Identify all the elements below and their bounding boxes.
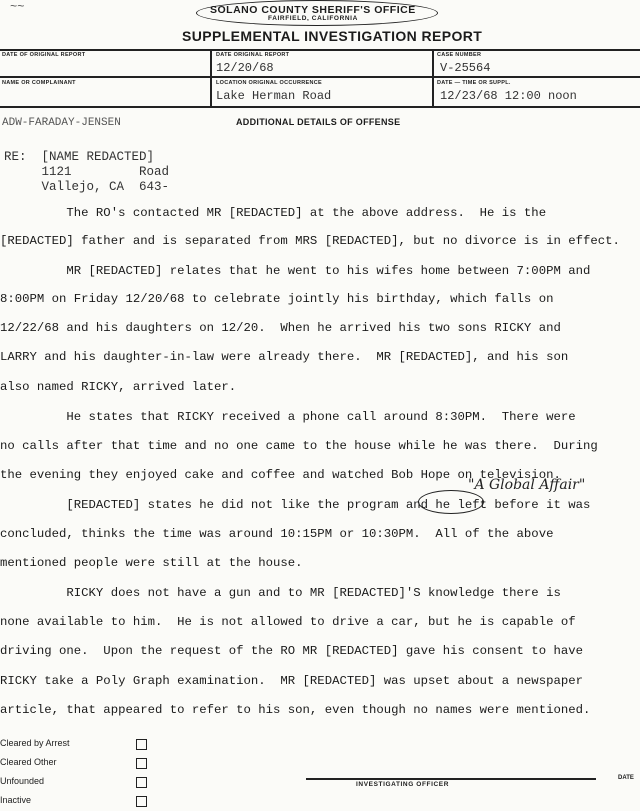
- complainant-label: NAME OR COMPLAINANT: [2, 80, 76, 86]
- narrative-line: RICKY does not have a gun and to MR [REDACTED]'S knowledge there is: [0, 586, 561, 600]
- form-bottom-rule: [0, 106, 640, 108]
- corner-marks: ~~: [10, 0, 25, 14]
- checkbox-cleared-other[interactable]: [136, 758, 147, 769]
- narrative-line: concluded, thinks the time was around 10:15PM or 10:30PM. All of the above: [0, 527, 554, 541]
- address-line-1: RE: [NAME REDACTED]: [4, 150, 155, 164]
- location-value: Lake Herman Road: [216, 89, 332, 103]
- date-report-label: DATE ORIGINAL REPORT: [216, 52, 290, 58]
- narrative-line: RICKY take a Poly Graph examination. MR [REDACTED] was upset about a newspaper: [0, 674, 583, 688]
- circled-annotation: [418, 490, 484, 514]
- narrative-line: no calls after that time and no one came to the house while he was there. During: [0, 439, 598, 453]
- narrative-line: MR [REDACTED] relates that he went to his wifes home between 7:00PM and: [0, 264, 591, 278]
- checkbox-inactive[interactable]: [136, 796, 147, 807]
- investigating-officer-label: INVESTIGATING OFFICER: [356, 781, 450, 788]
- narrative-line: [REDACTED] states he did not like the program and he left before it was: [0, 498, 591, 512]
- narrative-line: mentioned people were still at the house.: [0, 556, 303, 570]
- address-line-2: 1121 Road: [4, 165, 170, 179]
- supplement-time-label: DATE — TIME OR SUPPL.: [437, 80, 511, 86]
- narrative-line: also named RICKY, arrived later.: [0, 380, 237, 394]
- checkbox-cleared-arrest[interactable]: [136, 739, 147, 750]
- narrative-line: 12/22/68 and his daughters on 12/20. When he arrived his two sons RICKY and: [0, 321, 561, 335]
- report-title: SUPPLEMENTAL INVESTIGATION REPORT: [182, 28, 483, 44]
- agency-city: FAIRFIELD, CALIFORNIA: [268, 15, 358, 22]
- narrative-line: 8:00PM on Friday 12/20/68 to celebrate jointly his birthday, which falls on: [0, 292, 554, 306]
- narrative-line: He states that RICKY received a phone call around 8:30PM. There were: [0, 410, 576, 424]
- narrative-line: article, that appeared to refer to his son, even though no names were mentioned.: [0, 703, 591, 717]
- status-label-unfounded: Unfounded: [0, 776, 45, 786]
- checkbox-unfounded[interactable]: [136, 777, 147, 788]
- section-heading: ADDITIONAL DETAILS OF OFFENSE: [236, 117, 401, 127]
- status-label-inactive: Inactive: [0, 795, 32, 805]
- form-mid-rule: [0, 76, 640, 78]
- footer-date-label: DATE: [618, 775, 634, 781]
- supplement-time-value: 12/23/68 12:00 noon: [440, 89, 577, 103]
- form-top-rule: [0, 49, 640, 51]
- status-label-arrest: Cleared by Arrest: [0, 738, 70, 748]
- case-number-label: CASE NUMBER: [437, 52, 482, 58]
- narrative-line: The RO's contacted MR [REDACTED] at the above address. He is the: [0, 206, 547, 220]
- address-line-3: Vallejo, CA 643-: [4, 180, 170, 194]
- location-label: LOCATION ORIGINAL OCCURRENCE: [216, 80, 322, 86]
- narrative-line: [REDACTED] father and is separated from MRS [REDACTED], but no divorce is in effect.: [0, 234, 620, 248]
- narrative-line: the evening they enjoyed cake and coffee and watched Bob Hope on television.: [0, 468, 561, 482]
- original-report-label: DATE OF ORIGINAL REPORT: [2, 52, 86, 58]
- narrative-line: driving one. Upon the request of the RO MR [REDACTED] gave his consent to have: [0, 644, 583, 658]
- narrative-line: LARRY and his daughter-in-law were already there. MR [REDACTED], and his son: [0, 350, 569, 364]
- date-report-value: 12/20/68: [216, 61, 274, 75]
- narrative-line: none available to him. He is not allowed to drive a car, but he is capable of: [0, 615, 576, 629]
- form-divider-2: [432, 49, 434, 106]
- agency-name: SOLANO COUNTY SHERIFF'S OFFICE: [210, 4, 416, 16]
- signature-line: [306, 778, 596, 780]
- handwritten-note: "A Global Affair": [468, 477, 586, 493]
- case-number-value: V-25564: [440, 61, 491, 75]
- crime-name: ADW-FARADAY-JENSEN: [2, 117, 121, 129]
- form-divider-1: [210, 49, 212, 106]
- status-label-other: Cleared Other: [0, 757, 57, 767]
